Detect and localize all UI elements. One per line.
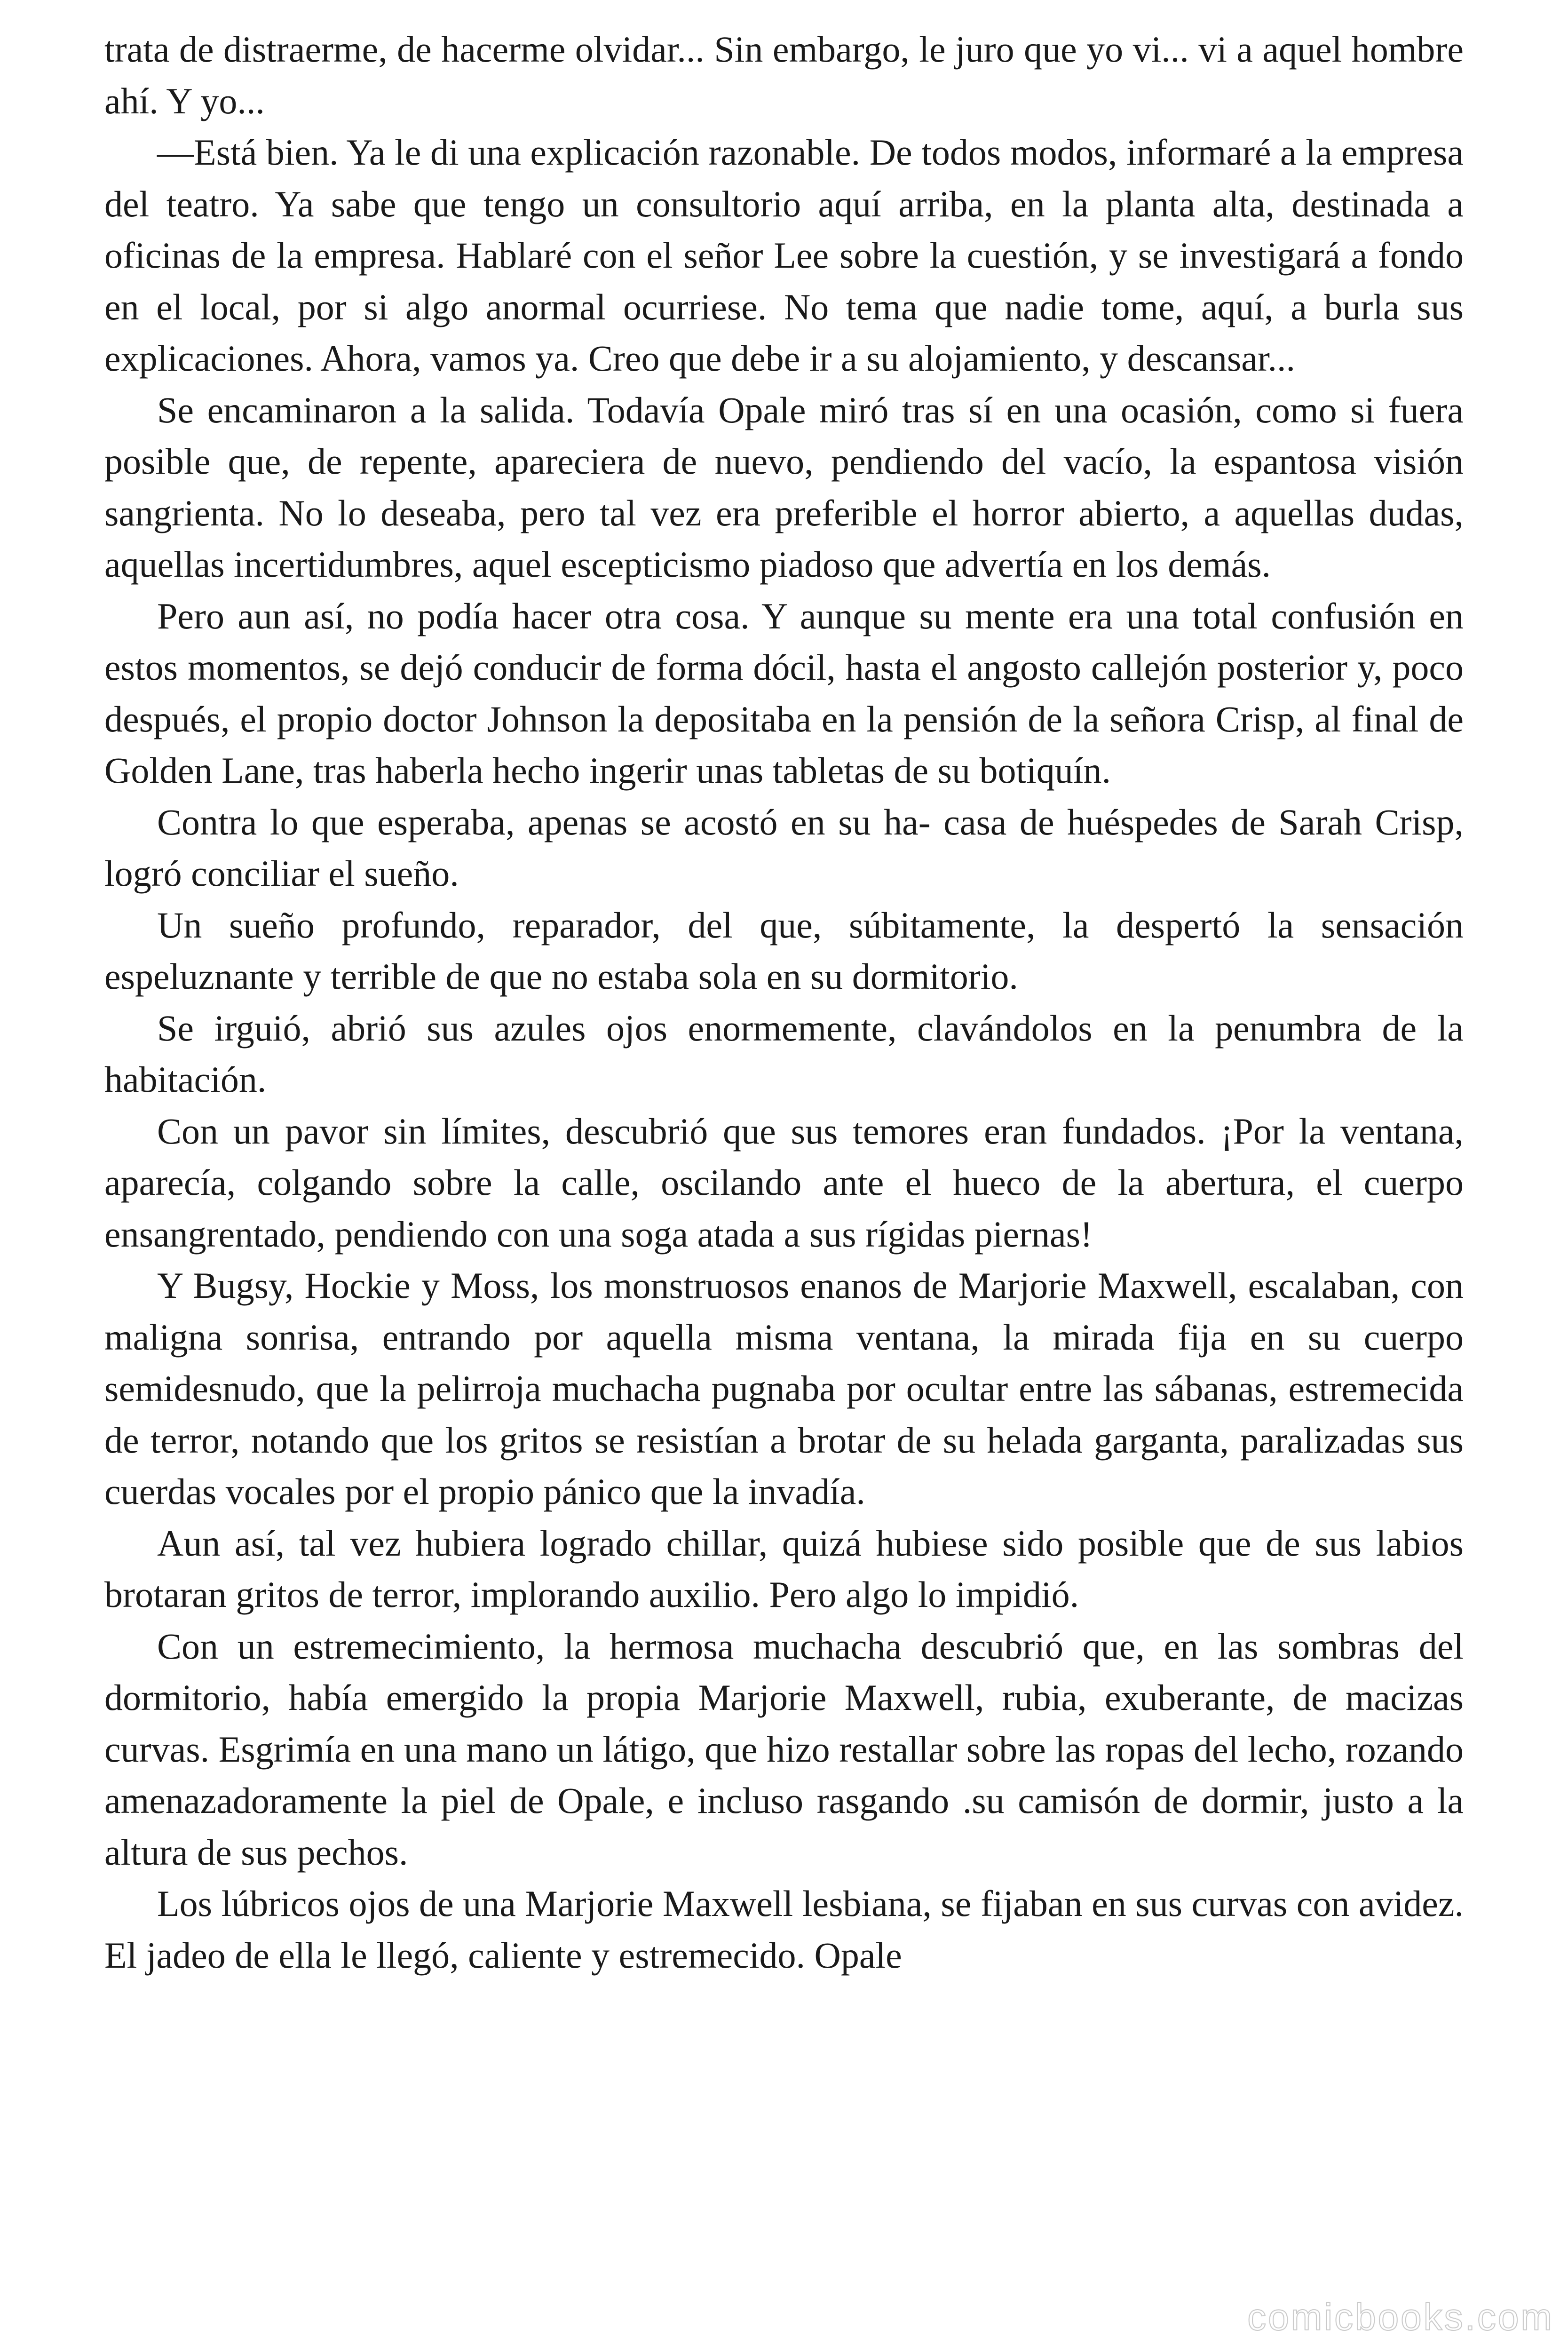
book-page-text [104, 24, 1464, 1981]
site-watermark: comicbooks.com [1247, 2296, 1554, 2338]
paragraph-12: Los lúbricos ojos de una Marjorie Maxwell lesbiana, se fijaban en sus curvas con avidez. El jadeo de ella le llegó, caliente y estremecido. Opale [104, 1883, 1464, 1976]
paragraph-4: Pero aun así, no podía hacer otra cosa. Y aunque su mente era una total confusión en estos momentos, se dejó conducir de forma dócil, hasta el angosto callejón posterior y, poco después, el propio doctor Johnson la depositaba en la pensión de la señora Crisp, al final de Golden Lane, tras haberla hecho ingerir unas tabletas de su botiquín. [104, 595, 1464, 791]
paragraph-8: Con un pavor sin límites, descubrió que sus temores eran fundados. ¡Por la ventana, aparecía, colgando sobre la calle, oscilando ante el hueco de la abertura, el cuerpo ensangrentado, pendiendo con una soga atada a sus rígidas piernas! [104, 1110, 1464, 1255]
paragraph-1: trata de distraerme, de hacerme olvidar... Sin embargo, le juro que yo vi... vi a aquel hombre ahí. Y yo... [104, 29, 1464, 121]
paragraph-3: Se encaminaron a la salida. Todavía Opale miró tras sí en una ocasión, como si fuera posible que, de repente, apareciera de nuevo, pendiendo del vacío, la espantosa visión sangrienta. No lo deseaba, pero tal vez era preferible el horror abierto, a aquellas dudas, aquellas incertidumbres, aquel escepticismo piadoso que advertía en los demás. [104, 389, 1464, 585]
paragraph-6: Un sueño profundo, reparador, del que, súbitamente, la despertó la sensación espeluznante y terrible de que no estaba sola en su dormitorio. [104, 904, 1464, 997]
paragraph-11: Con un estremecimiento, la hermosa muchacha descubrió que, en las sombras del dormitorio, había emergido la propia Marjorie Maxwell, rubia, exuberante, de macizas curvas. Esgrimía en una mano un látigo, que hizo restallar sobre las ropas del lecho, rozando amenazadoramente la piel de Opale, e incluso rasgando .su camisón de dormir, justo a la altura de sus pechos. [104, 1625, 1464, 1873]
paragraph-10: Aun así, tal vez hubiera logrado chillar, quizá hubiese sido posible que de sus labios brotaran gritos de terror, implorando auxilio. Pero algo lo impidió. [104, 1522, 1464, 1615]
paragraph-9: Y Bugsy, Hockie y Moss, los monstruosos enanos de Marjorie Maxwell, escalaban, con maligna sonrisa, entrando por aquella misma ventana, la mirada fija en su cuerpo semidesnudo, que la pelirroja muchacha pugnaba por ocultar entre las sábanas, estremecida de terror, notando que los gritos se resistían a brotar de su helada garganta, paralizadas sus cuerdas vocales por el propio pánico que la invadía. [104, 1265, 1464, 1512]
paragraph-2: —Está bien. Ya le di una explicación razonable. De todos modos, informaré a la empresa del teatro. Ya sabe que tengo un consultorio aquí arriba, en la planta alta, destinada a oficinas de la empresa. Hablaré con el señor Lee sobre la cuestión, y se investigará a fondo en el local, por si algo anormal ocurriese. No tema que nadie tome, aquí, a burla sus explicaciones. Ahora, vamos ya. Creo que debe ir a su alojamiento, y descansar... [104, 132, 1464, 379]
paragraph-7: Se irguió, abrió sus azules ojos enormemente, clavándolos en la penumbra de la habitación. [104, 1007, 1464, 1100]
paragraph-5: Contra lo que esperaba, apenas se acostó en su ha- casa de huéspedes de Sarah Crisp, logró conciliar el sueño. [104, 801, 1464, 894]
